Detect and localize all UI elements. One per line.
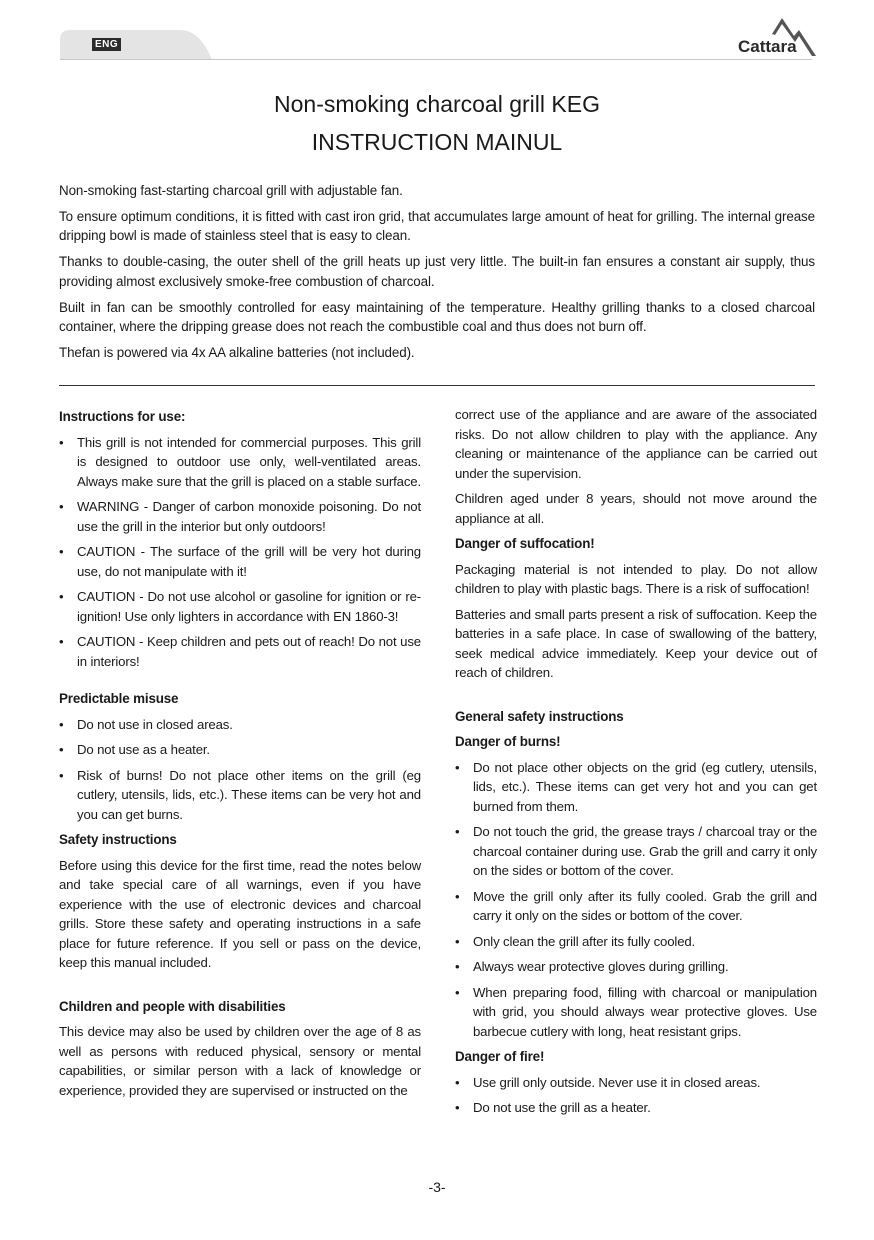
- list-item: • Always wear protective gloves during grilling.: [455, 957, 817, 977]
- list-item: • Use grill only outside. Never use it in closed areas.: [455, 1073, 817, 1093]
- bullet-icon: •: [455, 888, 460, 904]
- suffocation-paragraph: Packaging material is not intended to play. Do not allow children to play with plastic bags. There is a risk of suffocation!: [455, 561, 817, 596]
- bullet-icon: •: [455, 824, 460, 839]
- misuse-list: [59, 715, 421, 825]
- section-heading-general: General safety instructions: [455, 708, 624, 724]
- section-heading-burns: Danger of burns!: [455, 734, 561, 749]
- brand-logo: [736, 16, 818, 60]
- section-divider: [59, 385, 815, 386]
- bullet-icon: •: [59, 434, 64, 450]
- section-heading-instructions: Instructions for use:: [59, 409, 186, 424]
- intro-paragraph: Thanks to double-casing, the outer shell of the grill heats up just very little. The built-in fan ensures a constant air supply, thus providing almost exclusively smoke-free combustion of charcoal.: [59, 254, 815, 289]
- bullet-icon: •: [59, 544, 64, 559]
- safety-paragraph: Before using this device for the first time, read the notes below and take special care of all warnings, even if you have experience with the use of electronic devices and charcoal grills. Store these safety and operating instructions in a safe place for future reference. If you sell or pass on the device, keep this manual included.: [59, 857, 421, 970]
- list-item: • WARNING - Danger of carbon monoxide poisoning. Do not use the grill in the interior but only outdoors!: [59, 499, 421, 534]
- bullet-icon: •: [59, 767, 64, 783]
- section-heading-suffocation: Danger of suffocation!: [455, 536, 595, 551]
- section-heading-misuse: Predictable misuse: [59, 691, 179, 706]
- bullet-icon: •: [455, 759, 460, 775]
- fire-list: [455, 1073, 817, 1118]
- intro-paragraph: Built in fan can be smoothly controlled for easy maintaining of the temperature. Healthy grilling thanks to a closed charcoal container, where the dripping grease does not reach the combustible coal and thus does not burn off.: [59, 299, 815, 335]
- children-paragraph-continued: correct use of the appliance and are aware of the associated risks. Do not allow children to play with the appliance. Any cleaning or maintenance of the appliance can be carried out under the supervision.: [455, 407, 817, 481]
- bullet-icon: •: [59, 589, 64, 604]
- right-column: [455, 405, 817, 1124]
- left-column: [59, 407, 421, 1106]
- bullet-icon: •: [455, 959, 460, 974]
- burns-list: [455, 758, 817, 1042]
- bullet-icon: •: [59, 742, 64, 757]
- list-item: • Do not use the grill as a heater.: [455, 1098, 817, 1118]
- intro-paragraph: Thefan is powered via 4x AA alkaline batteries (not included).: [59, 344, 415, 360]
- header-band: [60, 30, 812, 60]
- section-heading-safety: Safety instructions: [59, 832, 177, 847]
- bullet-icon: •: [59, 499, 64, 514]
- bullet-icon: •: [59, 634, 64, 649]
- suffocation-paragraph: Batteries and small parts present a risk of suffocation. Keep the batteries in a safe place. In case of swallowing of the battery, seek medical advice immediately. Keep your device out of reach of children.: [455, 606, 817, 680]
- children-paragraph: This device may also be used by children over the age of 8 as well as persons with reduced physical, sensory or mental capabilities, or similar person with a lack of knowledge or experience, provided they are supervised or instructed on the: [59, 1024, 421, 1098]
- page-title: Non-smoking charcoal grill KEG: [274, 91, 600, 117]
- section-heading-fire: Danger of fire!: [455, 1049, 545, 1064]
- section-heading-children: Children and people with disabilities: [59, 998, 286, 1014]
- language-badge: ENG: [92, 38, 121, 51]
- bullet-icon: •: [59, 716, 64, 732]
- intro-paragraph: Non-smoking fast-starting charcoal grill with adjustable fan.: [59, 183, 403, 198]
- list-item: • When preparing food, filling with charcoal or manipulation with grid, you should always wear protective gloves. Use barbecue cutlery with long, heat resistant grips.: [455, 984, 817, 1039]
- list-item: • Only clean the grill after its fully cooled.: [455, 932, 817, 952]
- instructions-list: [59, 433, 421, 672]
- list-item: • Do not use in closed areas.: [59, 715, 421, 735]
- list-item: • Risk of burns! Do not place other items on the grill (eg cutlery, utensils, lids, etc.). These items can be very hot and you can get burns.: [59, 767, 421, 822]
- list-item: • Do not place other objects on the grid (eg cutlery, utensils, lids, etc.). These items can get very hot and you can get burned from them.: [455, 759, 817, 814]
- page-number: -3-: [428, 1179, 446, 1195]
- list-item: • This grill is not intended for commercial purposes. This grill is designed to outdoor use only, well-ventilated areas. Always make sure that the grill is placed on a stable surface.: [59, 434, 422, 489]
- bullet-icon: •: [455, 1100, 460, 1115]
- list-item: • Do not use as a heater.: [59, 740, 421, 760]
- children-under-8-paragraph: Children aged under 8 years, should not move around the appliance at all.: [455, 491, 817, 526]
- bullet-icon: •: [455, 933, 460, 949]
- page-subtitle: INSTRUCTION MAINUL: [311, 129, 563, 155]
- list-item: • CAUTION - Do not use alcohol or gasoline for ignition or re-ignition! Use only lighters in accordance with EN 1860-3!: [59, 589, 421, 624]
- list-item: • CAUTION - Keep children and pets out of reach! Do not use in interiors!: [59, 634, 421, 669]
- list-item: • CAUTION - The surface of the grill will be very hot during use, do not manipulate with it!: [59, 544, 421, 579]
- list-item: • Do not touch the grid, the grease trays / charcoal tray or the charcoal container during use. Grab the grill and carry it only on the sides or bottom of the cover.: [455, 824, 817, 878]
- intro-paragraph: To ensure optimum conditions, it is fitted with cast iron grid, that accumulates large amount of heat for grilling. The internal grease dripping bowl is made of stainless steel that is easy to clean.: [59, 208, 815, 244]
- brand-name: Cattara: [738, 37, 797, 56]
- bullet-icon: •: [455, 984, 460, 1000]
- intro-section: [59, 181, 815, 369]
- list-item: • Move the grill only after its fully cooled. Grab the grill and carry it only on the sides or bottom of the cover.: [455, 888, 817, 923]
- bullet-icon: •: [455, 1074, 460, 1090]
